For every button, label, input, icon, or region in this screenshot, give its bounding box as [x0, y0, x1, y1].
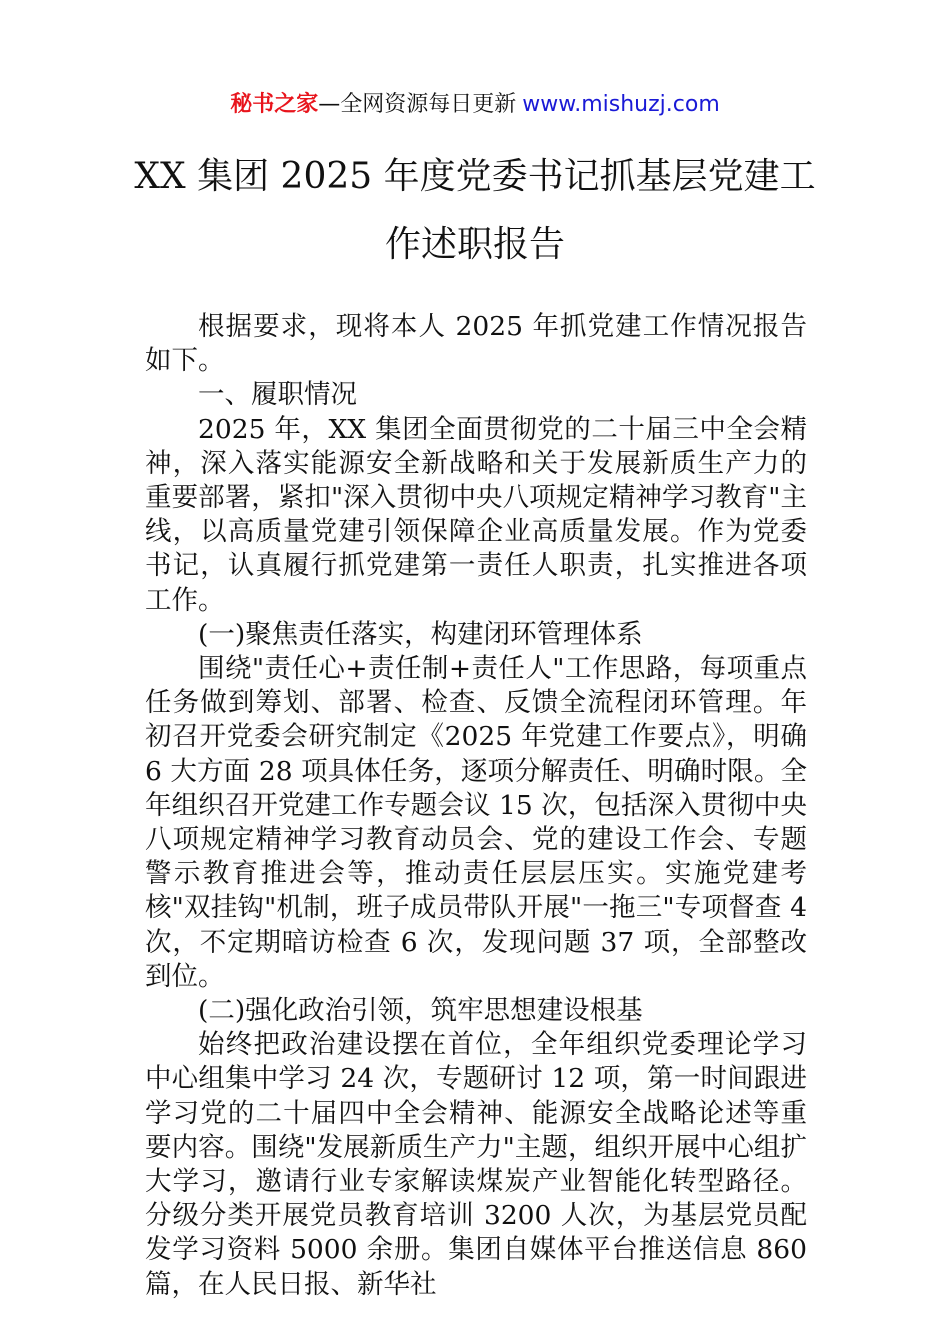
intro-paragraph: 根据要求，现将本人 2025 年抓党建工作情况报告如下。 [145, 311, 807, 377]
section-heading: 一、履职情况 [198, 379, 357, 411]
body-paragraph: 始终把政治建设摆在首位，全年组织党委理论学习中心组集中学习 24 次，专题研讨 12 项，第一时间跟进学习党的二十届四中全会精神、能源安全战略论述等重要内容。围绕"发展新质生产力"主题，组织开展中心组扩大学习，邀请行业专家解读煤炭产业智能化转型路径。分级分类开展党员教育培训 3200 人次，为基层党员配发学习资料 5000 余册。集团自媒体平台推送信息 860 篇，在人民日报、新华社 [145, 1029, 807, 1300]
subsection-heading: (一)聚焦责任落实，构建闭环管理体系 [198, 618, 643, 650]
body-paragraph: 围绕"责任心+责任制+责任人"工作思路，每项重点任务做到筹划、部署、检查、反馈全流程闭环管理。年初召开党委会研究制定《2025 年党建工作要点》，明确 6 大方面 28 项具体任务，逐项分解责任、明确时限。全年组织召开党建工作专题会议 15 次，包括深入贯彻中央八项规定精神学习教育动员会、党的建设工作会、专题警示教育推进会等，推动责任层层压实。实施党建考核"双挂钩"机制，班子成员带队开展"一拖三"专项督查 4 次，不定期暗访检查 6 次，发现问题 37 项，全部整改到位。 [145, 653, 807, 992]
body-paragraph: 2025 年，XX 集团全面贯彻党的二十届三中全会精神，深入落实能源安全新战略和关于发展新质生产力的重要部署，紧扣"深入贯彻中央八项规定精神学习教育"主线，以高质量党建引领保障企业高质量发展。作为党委书记，认真履行抓党建第一责任人职责，扎实推进各项工作。 [145, 413, 807, 616]
brand-name: 秘书之家 [230, 92, 319, 117]
document-title-line2: 作述职报告 [384, 224, 565, 265]
site-header [0, 89, 950, 121]
document-body [145, 310, 807, 1302]
subsection-heading: (二)强化政治引领，筑牢思想建设根基 [198, 995, 643, 1027]
header-tagline: —全网资源每日更新 [318, 92, 517, 117]
document-title-line1: XX 集团 2025 年度党委书记抓基层党建工 [134, 156, 816, 197]
site-link[interactable]: www.mishuzj.com [522, 92, 720, 117]
